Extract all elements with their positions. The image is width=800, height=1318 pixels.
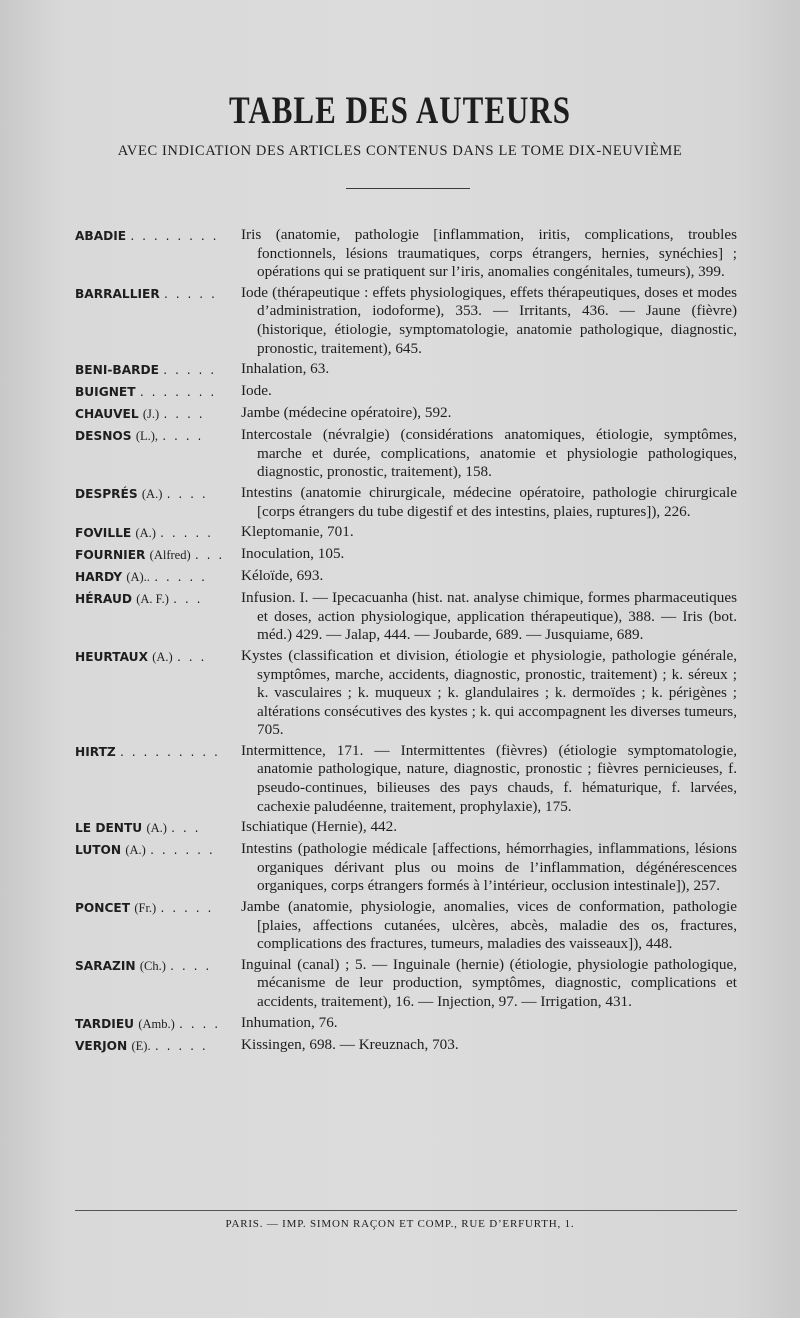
index-entry bbox=[75, 567, 737, 587]
article-list: Intestins (pathologie médicale [affections, hémorrhagies, inflammations, lésions organiques dérivant plus ou moins de l’inflammation, dégénérescences organiques, corps étrangers formés à l’intérieur, occlusion intestinale]), 257. bbox=[241, 840, 737, 895]
index-entry bbox=[75, 523, 737, 543]
author-name: LE DENTU bbox=[75, 821, 143, 836]
author-name: LUTON bbox=[75, 843, 122, 858]
article-list: Intestins (anatomie chirurgicale, médecine opératoire, pathologie chirurgicale [corps étrangers du tube digestif et des intestins, plaies, ruptures]), 226. bbox=[241, 483, 737, 520]
author-initials: (A.) bbox=[146, 821, 167, 836]
index-entry bbox=[75, 360, 737, 380]
author-cell bbox=[75, 545, 241, 565]
article-list: Intermittence, 171. — Intermittentes (fièvres) (étiologie symptomatologie, anatomie pathologique, nature, diagnostic, pronostic ; fièvres pernicieuses, f. pseudo-continues, bilieuses des pays chauds, f. hématurique, f. larvées, cachexie paludéenne, traitement, prophylaxie), 175. bbox=[241, 741, 737, 815]
author-cell bbox=[75, 647, 241, 740]
author-name: FOURNIER bbox=[75, 548, 146, 563]
printer-imprint: PARIS. — IMP. SIMON RAÇON ET COMP., RUE D’ERFURTH, 1. bbox=[225, 1218, 575, 1230]
index-entry bbox=[75, 404, 737, 424]
leader-dots: . . . . bbox=[166, 486, 208, 501]
index-entry bbox=[75, 1014, 737, 1034]
article-list: Inhumation, 76. bbox=[241, 1013, 338, 1031]
leader-dots: . . . bbox=[173, 592, 203, 607]
author-name: PONCET bbox=[75, 901, 131, 916]
leader-dots: . . . . bbox=[179, 1016, 221, 1031]
index-entry bbox=[75, 818, 737, 838]
author-name: BUIGNET bbox=[75, 385, 136, 400]
article-list: Iris (anatomie, pathologie [inflammation, iritis, complications, troubles fonctionnels, lésions traumatiques, corps étrangers, hernies, synéchies] ; opérations qui se pratiquent sur l’iris, anomalies congénitales, tumeurs), 399. bbox=[241, 226, 737, 281]
leader-dots: . . . . . bbox=[163, 363, 217, 378]
index-entry bbox=[75, 382, 737, 402]
article-list: Iode (thérapeutique : effets physiologiques, effets thérapeutiques, doses et modes d’administration, iodoforme), 353. — Irritants, 436. — Jaune (fièvre) (historique, étiologie, symptomatologie, anatomie pathologique, diagnostic, pronostic, traitement), 645. bbox=[241, 283, 737, 357]
index-entry bbox=[75, 956, 737, 1012]
author-name: FOVILLE bbox=[75, 526, 132, 541]
page-title: TABLE DES AUTEURS bbox=[228, 88, 572, 132]
author-name: BARRALLIER bbox=[75, 286, 160, 301]
leader-dots: . . . . . bbox=[154, 570, 208, 585]
author-name: DESPRÉS bbox=[75, 486, 138, 501]
author-initials: (A.) bbox=[125, 843, 146, 858]
author-name: HIRTZ bbox=[75, 744, 116, 759]
article-list: Kystes (classification et division, étiologie et physiologie, pathologie générale, symptômes, marche, accidents, diagnostic, pronostic, traitement) ; k. séreux ; k. vasculaires ; k. muqueux ; k. glandulaires ; k. dermoïdes ; k. périgènes ; altérations consécutives des kystes ; k. qui accompagnent les diverses tumeurs, 705. bbox=[241, 646, 737, 739]
index-entry bbox=[75, 226, 737, 282]
index-entry bbox=[75, 284, 737, 358]
author-cell bbox=[75, 284, 241, 358]
author-name: HARDY bbox=[75, 570, 123, 585]
author-initials: (A.) bbox=[135, 526, 156, 541]
leader-dots: . . . bbox=[194, 548, 225, 563]
author-cell bbox=[75, 1014, 241, 1034]
author-initials: (A).. bbox=[126, 570, 150, 585]
author-cell bbox=[75, 484, 241, 521]
author-name: HEURTAUX bbox=[75, 649, 148, 664]
index-entry bbox=[75, 647, 737, 740]
leader-dots: . . . . bbox=[170, 958, 212, 973]
author-initials: (A.) bbox=[141, 486, 163, 501]
author-initials: (Ch.) bbox=[139, 958, 166, 973]
author-cell bbox=[75, 523, 241, 543]
author-name: CHAUVEL bbox=[75, 407, 139, 422]
author-cell bbox=[75, 426, 241, 482]
author-cell bbox=[75, 1036, 241, 1056]
leader-dots: . . . bbox=[171, 821, 201, 836]
leader-dots: . . . . . bbox=[160, 526, 214, 541]
author-initials: (L.), bbox=[135, 429, 159, 444]
author-name: HÉRAUD bbox=[75, 592, 132, 607]
index-entry bbox=[75, 1036, 737, 1056]
author-name: SARAZIN bbox=[75, 958, 136, 973]
leader-dots: . . . . . . . . . bbox=[119, 744, 220, 759]
author-name: VERJON bbox=[75, 1038, 128, 1053]
article-list: Intercostale (névralgie) (considérations anatomiques, étiologie, symptômes, marche et durée, complications, anatomie et physiologie pathologiques, diagnostic, pronostic, traitement), 158. bbox=[241, 426, 737, 481]
author-cell bbox=[75, 818, 241, 838]
author-cell bbox=[75, 840, 241, 896]
leader-dots: . . . . . bbox=[154, 1038, 208, 1053]
author-cell bbox=[75, 382, 241, 402]
leader-dots: . . . . . bbox=[160, 901, 214, 916]
author-cell bbox=[75, 589, 241, 645]
index-entry bbox=[75, 742, 737, 816]
article-list: Jambe (anatomie, physiologie, anomalies, vices de conformation, pathologie [plaies, affections cutanées, ulcères, abcès, maladie des os, fractures, complications des fractures, tumeurs, maladies des vaisseaux]), 448. bbox=[241, 898, 737, 953]
author-cell bbox=[75, 404, 241, 424]
author-name: ABADIE bbox=[75, 229, 127, 243]
author-cell bbox=[75, 226, 241, 282]
leader-dots: . . . . . . bbox=[150, 843, 215, 858]
article-list: Inguinal (canal) ; 5. — Inguinale (hernie) (étiologie, physiologie pathologique, mécanisme de leur production, symptômes, diagnostic, complications et accidents, traitement), 16. — Injection, 97. — Irrigation, 431. bbox=[241, 955, 737, 1010]
article-list: Inoculation, 105. bbox=[241, 545, 345, 563]
author-index bbox=[75, 226, 737, 1058]
author-cell bbox=[75, 360, 241, 380]
index-entry bbox=[75, 545, 737, 565]
index-entry bbox=[75, 426, 737, 482]
author-cell bbox=[75, 898, 241, 954]
author-cell bbox=[75, 742, 241, 816]
index-entry bbox=[75, 589, 737, 645]
footer-divider bbox=[75, 1210, 737, 1211]
article-list: Jambe (médecine opératoire), 592. bbox=[241, 404, 452, 422]
author-initials: (E). bbox=[131, 1038, 151, 1053]
author-initials: (Amb.) bbox=[138, 1016, 175, 1031]
article-list: Iode. bbox=[241, 382, 272, 400]
leader-dots: . . . . bbox=[162, 429, 204, 444]
index-entry bbox=[75, 898, 737, 954]
leader-dots: . . . . . bbox=[163, 286, 217, 301]
author-initials: (A. F.) bbox=[136, 592, 169, 607]
leader-dots: . . . . . . . bbox=[139, 385, 217, 400]
article-list: Ischiatique (Hernie), 442. bbox=[241, 818, 398, 836]
article-list: Inhalation, 63. bbox=[241, 360, 330, 378]
author-name: BENI-BARDE bbox=[75, 363, 159, 378]
page-subtitle: AVEC INDICATION DES ARTICLES CONTENUS DANS LE TOME DIX-NEUVIÈME bbox=[117, 143, 683, 159]
author-initials: (A.) bbox=[152, 649, 173, 664]
author-name: TARDIEU bbox=[75, 1016, 135, 1031]
index-entry bbox=[75, 840, 737, 896]
author-initials: (Alfred) bbox=[149, 548, 191, 563]
leader-dots: . . . . . . . . bbox=[130, 229, 219, 243]
author-initials: (J.) bbox=[142, 407, 160, 422]
author-name: DESNOS bbox=[75, 429, 132, 444]
index-entry bbox=[75, 484, 737, 521]
title-divider bbox=[346, 188, 470, 189]
leader-dots: . . . bbox=[176, 649, 207, 664]
article-list: Infusion. I. — Ipecacuanha (hist. nat. analyse chimique, formes pharmaceutiques et doses, action physiologique, application thérapeutique), 388. — Iris (bot. méd.) 429. — Jalap, 444. — Joubarde, 689. — Jusquiame, 689. bbox=[241, 589, 737, 644]
article-list: Kissingen, 698. — Kreuznach, 703. bbox=[241, 1035, 459, 1053]
article-list: Kéloïde, 693. bbox=[241, 567, 324, 585]
author-cell bbox=[75, 956, 241, 1012]
leader-dots: . . . . bbox=[163, 407, 205, 422]
article-list: Kleptomanie, 701. bbox=[241, 523, 354, 541]
author-initials: (Fr.) bbox=[134, 901, 157, 916]
author-cell bbox=[75, 567, 241, 587]
